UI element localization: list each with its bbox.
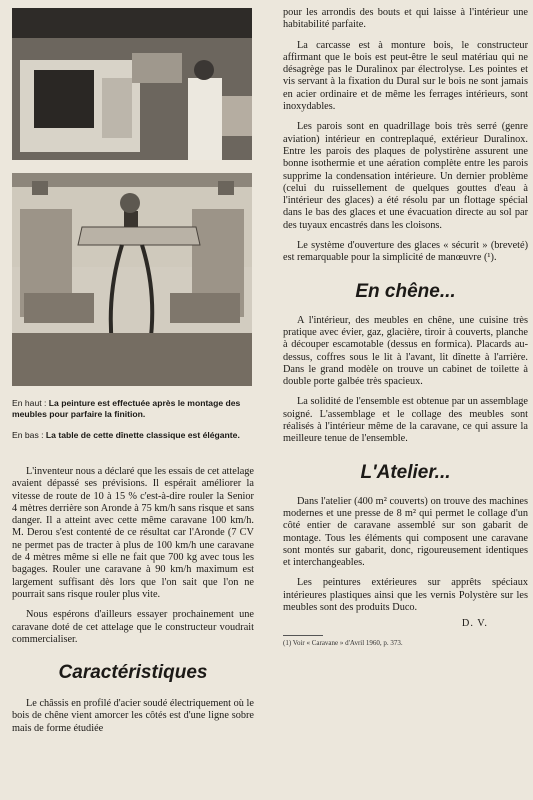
dinette-photo [12,173,252,386]
footnote: (1) Voir « Caravane » d'Avril 1960, p. 373. [283,639,403,648]
section-heading-atelier: L'Atelier... [360,461,451,483]
photo-caption-top [12,398,254,420]
paragraph: Nous espérons d'ailleurs essayer prochainement une caravane doté de cet attelage que le constructeur voudrait commercialiser. [12,609,254,645]
workshop-photo-illustration [12,8,252,160]
paragraph: L'inventeur nous a déclaré que les essais de cet attelage avaient dépassé ses prévisions. Il espérait améliorer la vitesse de route de 10 à 15 % c'est-à-dire rouler la Senior 4 mètres derrière son Aronde à 75 km/h sans risque et sans danger. Il a atteint avec cette même caravane 100 km/h. M. Derou s'est contenté de ce résultat car l'Aronde (7 CV ne permet pas de tracter à plus de 100 km/h une caravane de 4 mètres même si elle ne fait que 700 kg avec tous les bagages. Rouler une caravane à 90 km/h maximum est largement suffisant dès lors que l'on sait que l'on ne pourrait sans risque rouler plus vite. [12,466,254,600]
paragraph: Le châssis en profilé d'acier soudé électriquement où le bois de chêne vient amorcer les côtés est d'une ligne sobre mais de forme étudiée [12,698,254,734]
caption-top-text: La peinture est effectuée après le montage des meubles pour parfaire la finition. [12,398,241,419]
paragraph: Les peintures extérieures sur apprêts spéciaux intérieures plastiques ainsi que les vernis Polystère sur les meubles sont des produits Duco. [283,577,528,613]
paragraph: La carcasse est à monture bois, le constructeur affirmant que le bois est peut-être le seul matériau qui ne désagrège pas le Duralinox par électrolyse. Les pointes et vis servant à la fixation du Dural sur le bois ne sont jamais en acier ordinaire et de même les ferrages intérieurs, sont inoxydables. [283,39,528,113]
paragraph: Dans l'atelier (400 m² couverts) on trouve des machines modernes et une presse de 8 m² qui permet le collage d'un côté entier de caravane assemblé sur son gabarit de montage. Tous les éléments qui composent une caravane sont montés sur gabarit, donc, rigoureusement identiques et interchangeables. [283,495,528,569]
section-heading-chene: En chêne... [355,280,456,302]
caption-bottom-text: La table de cette dînette classique est élégante. [45,430,240,440]
paragraph: La solidité de l'ensemble est obtenue par un assemblage soigné. L'assemblage et le collage des meubles sont réalisés à l'intérieur même de la caravane, ce qui assure la meilleure tenue de l'ensemble. [283,396,528,445]
footnote-divider [283,635,323,636]
left-column [12,466,254,735]
caption-bottom-label: En bas : [12,430,44,440]
paragraph: Les parois sont en quadrillage bois très serré (genre aviation) intérieur en contreplaqué, extérieur Duralinox. Entre les parois des plaques de polystirène assurent une bonne isothermie et une aération complète entre les parois supprime la condensation intérieure. Un dernier problème (celui du ruissellement de quelques gouttes d'eau à l'intérieur des glaces) a été résolu par un flottage spécial dans le bas des glaces et une évacuation directe au sol par des tuyaux encastrés dans les cloisons. [283,121,528,231]
paragraph: pour les arrondis des bouts et qui laisse à l'intérieur une habitabilité parfaite. [283,7,528,31]
caption-top-label: En haut : [12,398,47,408]
paragraph: Le système d'ouverture des glaces « sécurit » (breveté) est remarquable pour la simplicité de manœuvre (¹). [283,240,528,264]
section-heading-caracteristiques: Caractéristiques [58,662,208,684]
author-signature: D. V. [461,618,488,630]
dinette-photo-illustration [12,173,252,386]
paragraph: A l'intérieur, des meubles en chêne, une cuisine très pratique avec évier, gaz, glacière, tiroir à couverts, planche à découper escamotable (dessus en formica). Placards au-dessus, coffres sous le lit à l'avant, lit dînette à l'arrière. Dans le grand modèle on trouve un cabinet de toilette à double porte galbée très spacieux. [283,314,528,388]
right-column [283,7,528,647]
photo-caption-bottom [12,430,254,441]
workshop-photo [12,8,252,160]
